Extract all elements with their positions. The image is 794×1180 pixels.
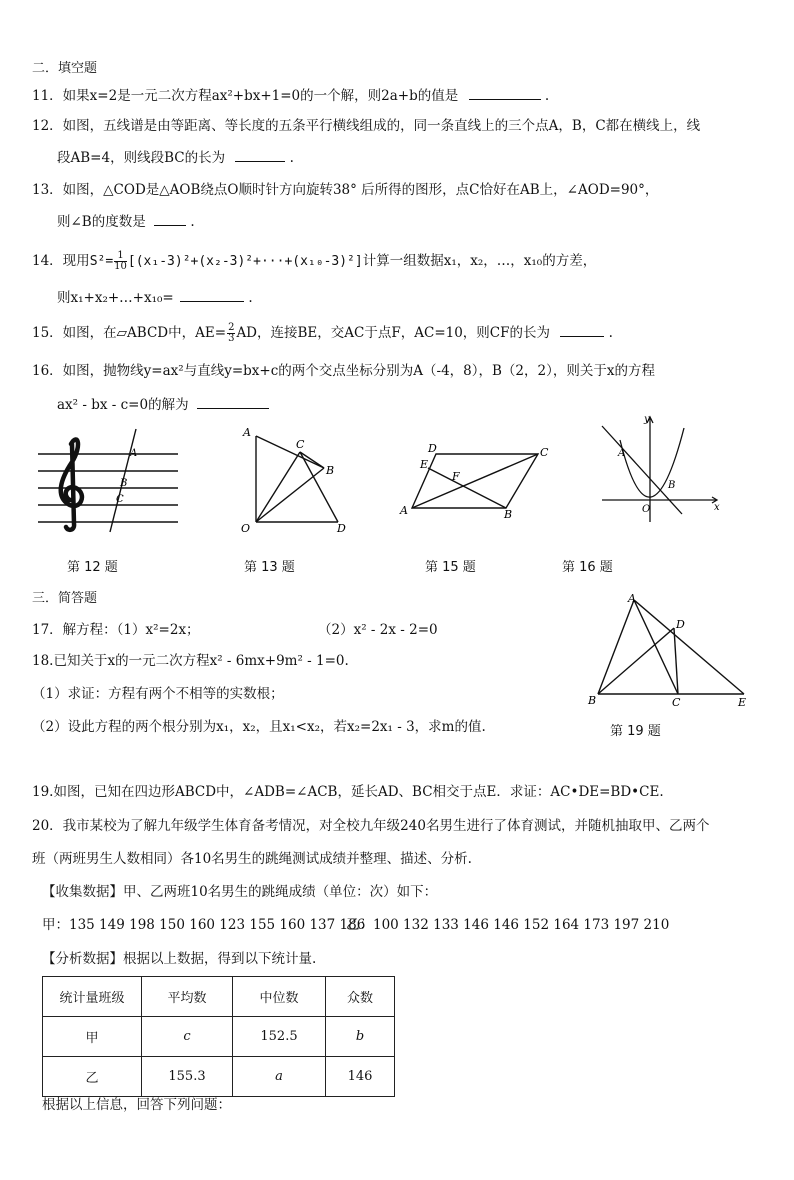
q20-collect-data: 【收集数据】甲、乙两班10名男生的跳绳成绩（单位：次）如下： (42, 884, 438, 900)
q15-answer-blank (560, 324, 604, 337)
table-cell: 甲 (43, 1017, 142, 1057)
section-title-short-answer: 三．简答题 (32, 591, 98, 606)
q11-text: 11．如果x=2是一元二次方程ax²+bx+1=0的一个解，则2a+b的值是 (32, 88, 459, 104)
question-11 (32, 87, 549, 105)
treble-clef-icon (61, 439, 82, 529)
q14-frac-den: 10 (114, 261, 127, 272)
section-title-fill-blank: 二．填空题 (32, 61, 98, 76)
q15-frac-den: 3 (228, 333, 235, 344)
question-12-line2 (57, 149, 294, 167)
question-19: 19.如图，已知在四边形ABCD中，∠ADB=∠ACB，延长AD、BC相交于点E．求证：AC•DE=BD•CE. (32, 784, 664, 800)
question-14-line2 (57, 289, 253, 307)
q15-frac-num: 2 (228, 322, 235, 333)
q20-class-yi-scores: 乙：100 132 133 146 146 152 164 173 197 210 (346, 917, 670, 933)
question-17-part2: （2）x² - 2x - 2=0 (318, 622, 438, 638)
q13-answer-blank (154, 213, 186, 226)
q15-ad: AD (236, 325, 258, 341)
q14-end: . (248, 290, 253, 306)
q13-end: . (190, 214, 195, 230)
question-16-line1: 16．如图，抛物线y=ax²与直线y=bx+c的两个交点坐标分别为A（-4，8），B（2，2），则关于x的方程 (32, 363, 655, 379)
table-header-cell: 统计量班级 (43, 977, 142, 1017)
fig16-label-O: O (642, 504, 651, 515)
fig19-label-B: B (588, 694, 597, 707)
caption-fig13: 第 13 题 (244, 560, 295, 575)
table-header-row (43, 977, 395, 1017)
fig19-label-C: C (672, 696, 681, 709)
figure-12-staff (38, 424, 178, 534)
q13-line2-text: 则∠B的度数是 (57, 214, 146, 230)
table-header-cell: 平均数 (142, 977, 233, 1017)
caption-fig16: 第 16 题 (562, 560, 613, 575)
fig13-label-O: O (241, 522, 251, 535)
fig15-label-C: C (540, 446, 549, 459)
table-header-cell: 中位数 (233, 977, 326, 1017)
figure-15-parallelogram (396, 438, 556, 524)
question-15 (32, 320, 613, 346)
q14-answer-blank (180, 289, 244, 302)
fig12-label-C: C (116, 494, 124, 505)
question-13-line2 (57, 213, 195, 231)
fig16-label-x: x (714, 502, 720, 513)
q20-class-jia-scores: 甲：135 149 198 150 160 123 155 160 137 186 (42, 917, 366, 933)
q12-line2-text: 段AB=4，则线段BC的长为 (57, 150, 226, 166)
question-17-part1: 17．解方程：（1）x²=2x； (32, 622, 200, 638)
q14-prefix: 14．现用 (32, 253, 90, 269)
fig15-label-F: F (452, 470, 460, 483)
figure-19-quadrilateral (586, 592, 756, 710)
caption-fig12: 第 12 题 (67, 560, 118, 575)
q15-ae: AE= (195, 325, 227, 341)
q16-answer-blank (197, 396, 269, 409)
fig15-label-A: A (400, 504, 408, 517)
caption-fig15: 第 15 题 (425, 560, 476, 575)
table-cell: 152.5 (233, 1017, 326, 1057)
q14-frac-num: 1 (114, 251, 127, 262)
question-13-line1: 13．如图，△COD是△AOB绕点O顺时针方向旋转38° 后所得的图形，点C恰好在AB上，∠AOD=90°， (32, 182, 659, 198)
q15-suffix: ，连接BE，交AC于点F，AC=10，则CF的长为 (257, 325, 551, 341)
question-16-line2 (57, 396, 269, 414)
q15-prefix: 15．如图，在▱ABCD中， (32, 325, 196, 341)
q16-line2-text: ax² - bx - c=0的解为 (57, 397, 189, 413)
fig16-label-A: A (618, 448, 626, 459)
q12-end: . (289, 150, 294, 166)
question-20-line1: 20．我市某校为了解九年级学生体育备考情况，对全校九年级240名男生进行了体育测试，并随机抽取甲、乙两个 (32, 818, 710, 834)
table-cell: 乙 (43, 1057, 142, 1097)
table-cell: a (233, 1057, 326, 1097)
question-18: 18.已知关于x的一元二次方程x² - 6mx+9m² - 1=0. (32, 653, 349, 669)
q15-end: . (608, 325, 613, 341)
fig12-label-B: B (120, 478, 128, 489)
q20-analyze-data: 【分析数据】根据以上数据，得到以下统计量. (42, 951, 317, 967)
fig13-label-C: C (296, 438, 305, 451)
fig13-label-B: B (326, 464, 335, 477)
table-header-cell: 众数 (326, 977, 395, 1017)
caption-fig19: 第 19 题 (610, 724, 661, 739)
q14-formula-rest: [(x₁-3)²+(x₂-3)²+···+(x₁₀-3)²] (127, 254, 363, 269)
fig15-label-E: E (420, 458, 429, 471)
figure-13-rotation (238, 424, 358, 536)
q11-end: . (544, 88, 550, 104)
table-row (43, 1017, 395, 1057)
table-cell: 146 (326, 1057, 395, 1097)
fig13-label-D: D (337, 522, 346, 535)
fig12-label-A: A (130, 448, 138, 459)
q14-fraction (114, 251, 127, 272)
fig19-label-A: A (628, 592, 636, 605)
fig15-label-B: B (504, 508, 513, 521)
q14-formula: S²= (89, 254, 114, 269)
fig19-label-D: D (676, 618, 685, 631)
q14-line2-text: 则x₁+x₂+…+x₁₀= (57, 290, 174, 306)
table-cell: c (142, 1017, 233, 1057)
stats-table (42, 976, 395, 1097)
q11-answer-blank (469, 87, 541, 100)
q15-fraction (227, 323, 235, 344)
question-18-part1: （1）求证：方程有两个不相等的实数根； (32, 686, 284, 702)
question-20-line2: 班（两班男生人数相同）各10名男生的跳绳测试成绩并整理、描述、分析. (32, 851, 472, 867)
figure-16-parabola (598, 414, 722, 526)
q14-suffix: 计算一组数据x₁，x₂，…，x₁₀的方差， (362, 253, 597, 269)
table-cell: 155.3 (142, 1057, 233, 1097)
fig16-label-y: y (644, 414, 650, 425)
question-14-line1 (32, 248, 596, 274)
fig15-label-D: D (428, 442, 437, 455)
question-12-line1: 12．如图，五线谱是由等距离、等长度的五条平行横线组成的，同一条直线上的三个点A，B，C都在横线上，线 (32, 118, 701, 134)
q20-after-table: 根据以上信息，回答下列问题： (42, 1097, 231, 1113)
fig16-label-B: B (668, 480, 676, 491)
q12-answer-blank (235, 149, 285, 162)
fig13-label-A: A (243, 426, 251, 439)
table-row (43, 1057, 395, 1097)
fig19-label-E: E (738, 696, 747, 709)
table-cell: b (326, 1017, 395, 1057)
question-18-part2: （2）设此方程的两个根分别为x₁，x₂，且x₁<x₂，若x₂=2x₁ - 3，求m的值. (32, 719, 486, 735)
